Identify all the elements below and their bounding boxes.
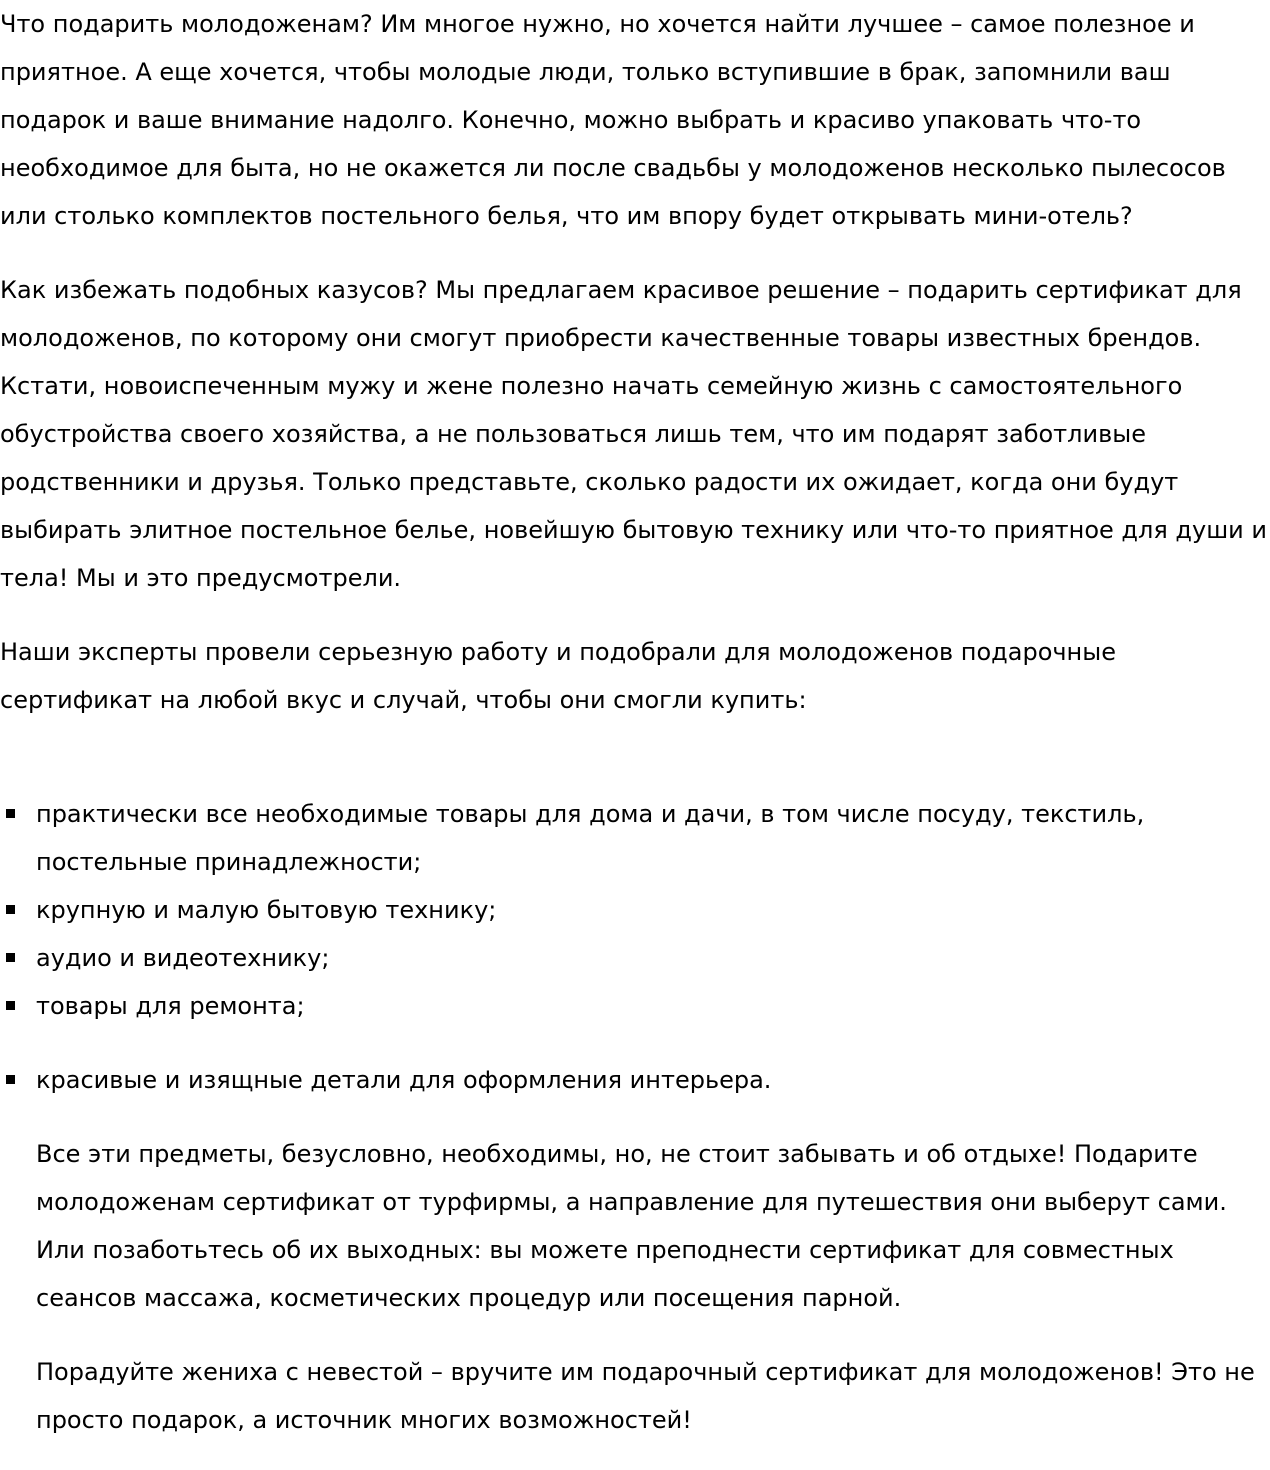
bullet-square-icon	[6, 905, 15, 914]
leisure-paragraph: Все эти предметы, безусловно, необходимы, но, не стоит забывать и об отдыхе! Подарите молодоженам сертификат от турфирмы, а направление для путешествия они выберут сами. Или позаботьтесь об их выходных: вы можете преподнести сертификат для совместных сеансов массажа, косметических процедур или посещения парной.	[36, 1140, 1227, 1312]
list-item	[0, 982, 1270, 1030]
gift-list	[0, 790, 1270, 1104]
bullet-square-icon	[6, 953, 15, 962]
list-item	[0, 790, 1270, 886]
solution-paragraph: Как избежать подобных казусов? Мы предлагаем красивое решение – подарить сертификат для молодоженов, по которому они смогут приобрести качественные товары известных брендов. Кстати, новоиспеченным мужу и жене полезно начать семейную жизнь с самостоятельного обустройства своего хозяйства, а не пользоваться лишь тем, что им подарят заботливые родственники и друзья. Только представьте, сколько радости их ожидает, когда они будут выбирать элитное постельное белье, новейшую бытовую технику или что-то приятное для души и тела! Мы и это предусмотрели.	[0, 276, 1267, 592]
list-item	[0, 1056, 1270, 1104]
list-item-text: крупную и малую бытовую технику;	[36, 896, 497, 924]
closing-block	[0, 1130, 1270, 1444]
list-item-text: аудио и видеотехнику;	[36, 944, 330, 972]
list-item-text: товары для ремонта;	[36, 992, 305, 1020]
list-intro-paragraph: Наши эксперты провели серьезную работу и подобрали для молодоженов подарочные сертификат на любой вкус и случай, чтобы они смогли купить:	[0, 638, 1116, 714]
intro-paragraph: Что подарить молодоженам? Им многое нужно, но хочется найти лучшее – самое полезное и приятное. А еще хочется, чтобы молодые люди, только вступившие в брак, запомнили ваш подарок и ваше внимание надолго. Конечно, можно выбрать и красиво упаковать что-то необходимое для быта, но не окажется ли после свадьбы у молодоженов несколько пылесосов или столько комплектов постельного белья, что им впору будет открывать мини-отель?	[0, 10, 1226, 230]
list-item	[0, 886, 1270, 934]
list-item-text: практически все необходимые товары для дома и дачи, в том числе посуду, текстиль, постельные принадлежности;	[36, 800, 1145, 876]
list-item	[0, 934, 1270, 982]
list-item-text: красивые и изящные детали для оформления интерьера.	[36, 1066, 772, 1094]
bullet-square-icon	[6, 809, 15, 818]
closing-paragraph: Порадуйте жениха с невестой – вручите им подарочный сертификат для молодоженов! Это не просто подарок, а источник многих возможностей!	[36, 1358, 1255, 1434]
bullet-square-icon	[6, 1001, 15, 1010]
bullet-square-icon	[6, 1075, 15, 1084]
